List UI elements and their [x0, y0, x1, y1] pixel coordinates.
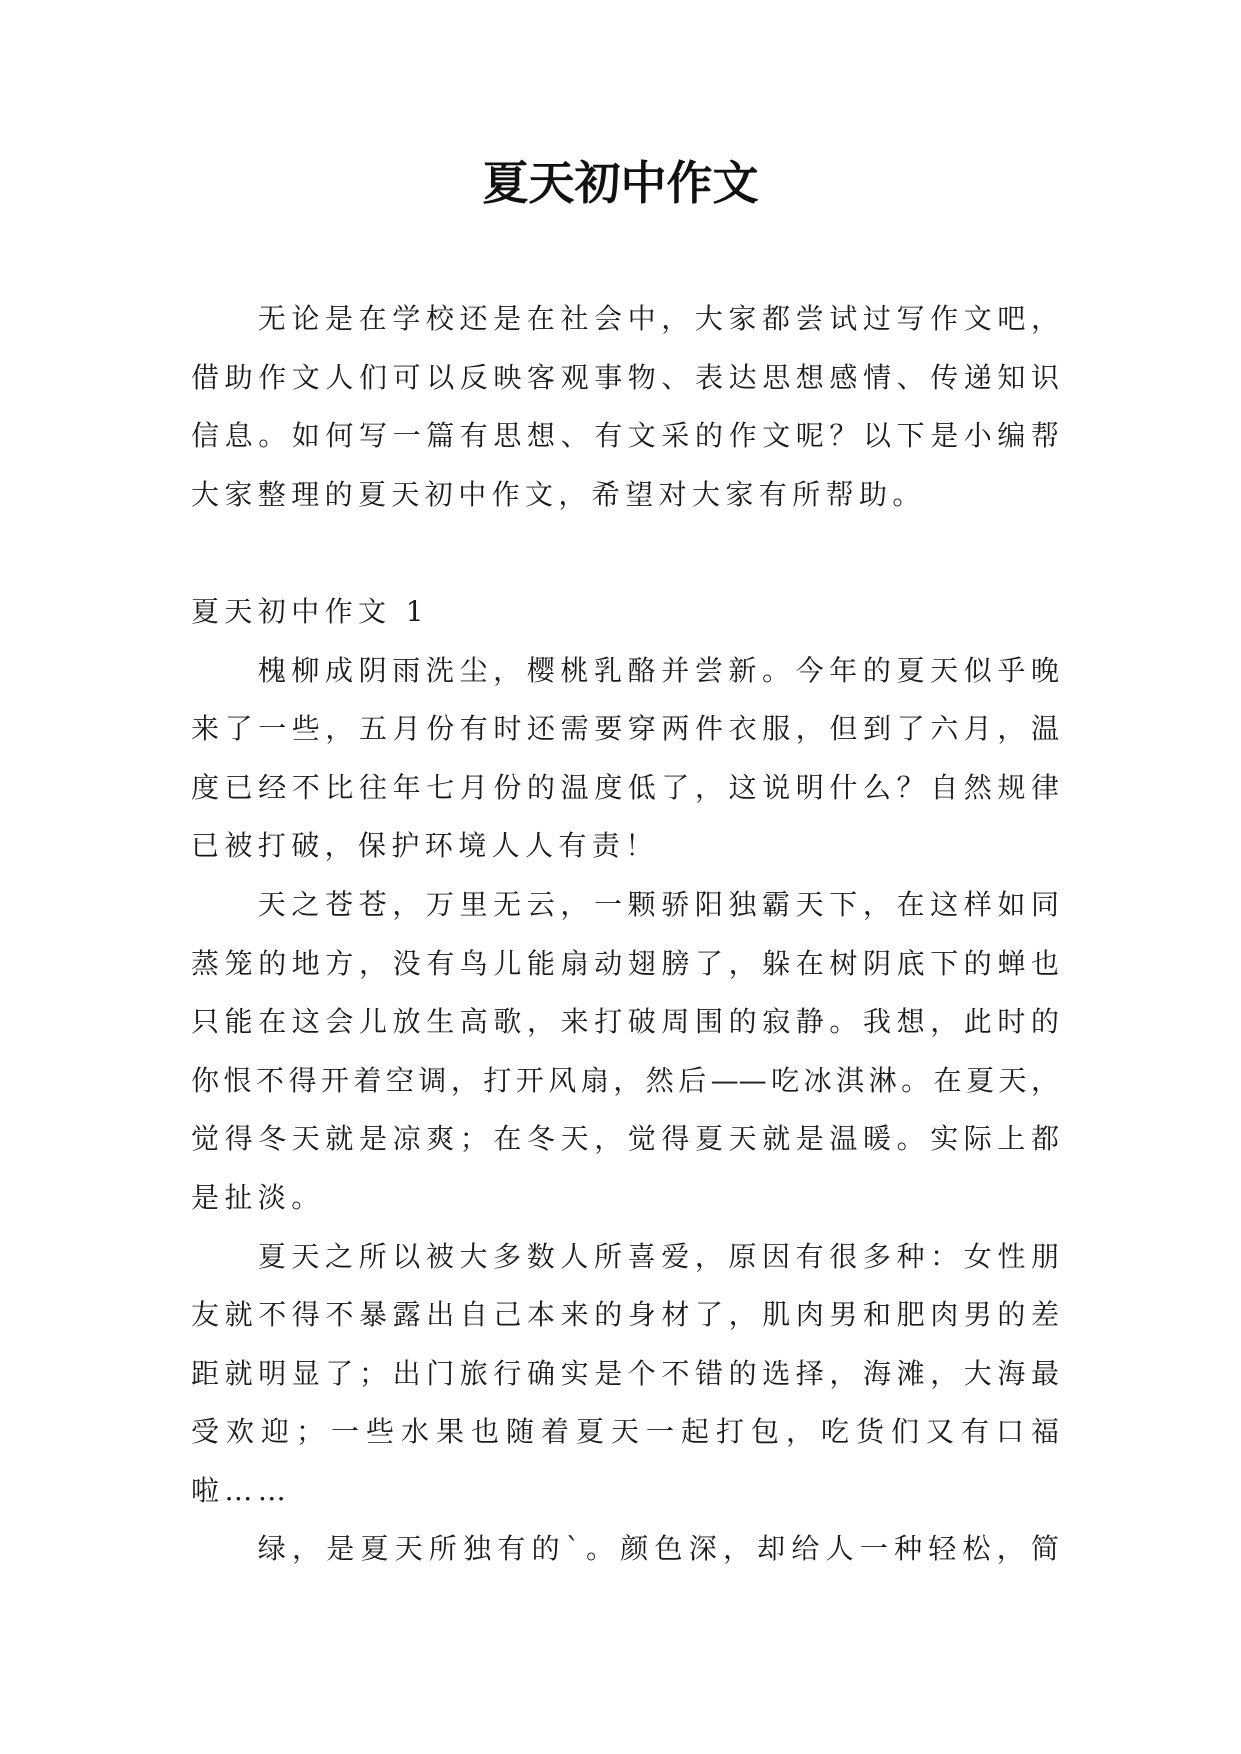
- paragraph-line: 友就不得不暴露出自己本来的身材了，肌肉男和肥肉男的差: [191, 1298, 1059, 1332]
- paragraph-line: 你恨不得开着空调，打开风扇，然后——吃冰淇淋。在夏天，: [191, 1063, 1059, 1097]
- paragraph: [191, 642, 1059, 876]
- intro-line: 无论是在学校还是在社会中，大家都尝试过写作文吧，: [257, 302, 1059, 335]
- page-title: 夏天初中作文: [482, 156, 759, 210]
- paragraph: [191, 876, 1059, 1228]
- paragraph-spacer: [191, 524, 1059, 583]
- paragraph-line: 是扯淡。: [191, 1180, 325, 1214]
- paragraph-line: 觉得冬天就是凉爽；在冬天，觉得夏天就是温暖。实际上都: [191, 1122, 1059, 1156]
- paragraph-line: 天之苍苍，万里无云，一颗骄阳独霸天下，在这样如同: [257, 887, 1059, 921]
- intro-line: 大家整理的夏天初中作文，希望对大家有所帮助。: [191, 477, 926, 511]
- paragraph-line: 绿，是夏天所独有的`。颜色深，却给人一种轻松，简: [257, 1532, 1059, 1566]
- paragraph-line: 受欢迎；一些水果也随着夏天一起打包，吃货们又有口福: [191, 1415, 1059, 1449]
- paragraph: [191, 1228, 1059, 1521]
- paragraph-line: 距就明显了；出门旅行确实是个不错的选择，海滩，大海最: [191, 1356, 1059, 1390]
- intro-paragraph: [191, 290, 1059, 524]
- paragraph-line: 已被打破，保护环境人人有责！: [191, 829, 659, 863]
- paragraph-line: 啦……: [191, 1473, 292, 1507]
- paragraph-line: 来了一些，五月份有时还需要穿两件衣服，但到了六月，温: [191, 712, 1059, 746]
- paragraph: [191, 1520, 1059, 1579]
- paragraph-line: 度已经不比往年七月份的温度低了，这说明什么？自然规律: [191, 770, 1059, 804]
- section-heading: 夏天初中作文 1: [191, 594, 429, 628]
- paragraph-line: 夏天之所以被大多数人所喜爱，原因有很多种：女性朋: [257, 1239, 1059, 1273]
- paragraph-line: 槐柳成阴雨洗尘，樱桃乳酪并尝新。今年的夏天似乎晚: [257, 653, 1059, 687]
- intro-line: 信息。如何写一篇有思想、有文采的作文呢？以下是小编帮: [191, 419, 1059, 453]
- paragraph-line: 只能在这会儿放生高歌，来打破周围的寂静。我想，此时的: [191, 1005, 1059, 1039]
- document-body: [191, 290, 1059, 1579]
- intro-line: 借助作文人们可以反映客观事物、表达思想感情、传递知识: [191, 360, 1059, 394]
- paragraph-line: 蒸笼的地方，没有鸟儿能扇动翅膀了，躲在树阴底下的蝉也: [191, 946, 1059, 980]
